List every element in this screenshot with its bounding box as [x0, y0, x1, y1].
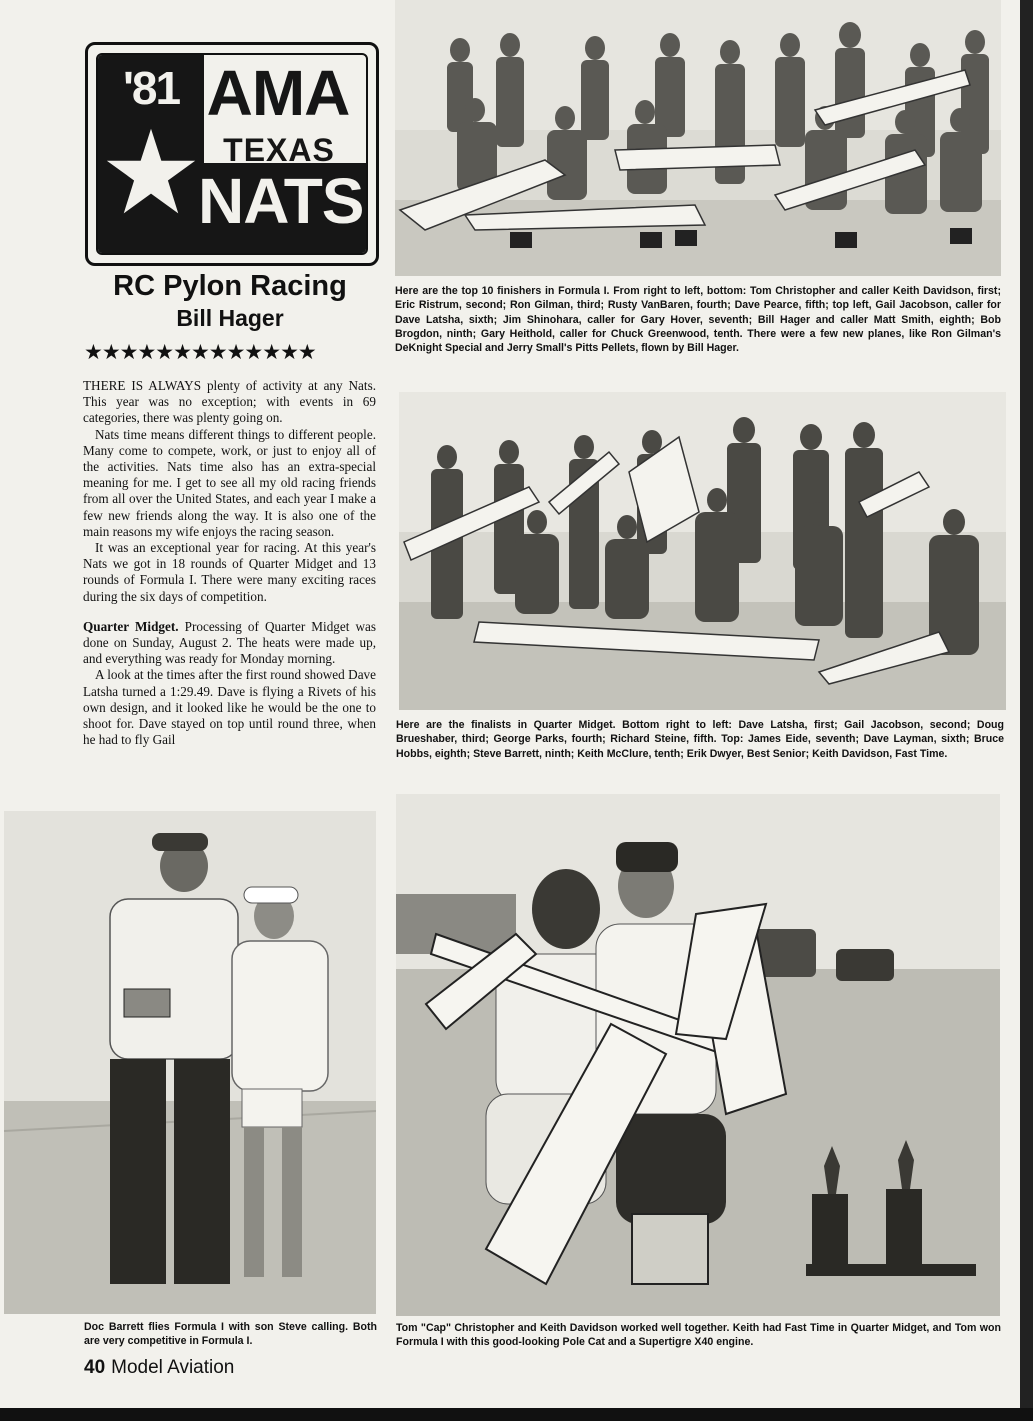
page-number: 40	[84, 1357, 106, 1378]
magazine-name: Model Aviation	[111, 1357, 235, 1378]
scan-edge-right	[1020, 0, 1033, 1421]
photo-formula1-finishers	[395, 0, 1001, 276]
logo-texas: TEXAS	[223, 132, 335, 168]
article-paragraph: A look at the times after the first round showed Dave Latsha turned a 1:29.49. Dave is flying a Rivets of his own design, and it looked like he would be the one to shoot for. Dave stayed on top until round three, when he had to fly Gail	[83, 667, 376, 748]
logo-year: '81	[122, 62, 180, 114]
star-icon	[104, 125, 198, 219]
caption-formula1: Here are the top 10 finishers in Formula I. From right to left, bottom: Tom Christopher and caller Keith Davidson, first; Eric Ristrum, second; Ron Gilman, third; Rusty VanBaren, fourth; Dave Pearce, fifth; top left, Gail Jacobson, caller for Dave Latsha, sixth; Jim Shinohara, caller for Gary Hover, seventh; Bill Hager and caller Matt Smith, eighth; Bob Brogdon, ninth; Gary Heithold, caller for Chuck Greenwood, tenth. There were a few new planes, like Ron Gilman's DeKnight Special and Jerry Small's Pitts Pellets, flown by Bill Hager.	[395, 285, 1001, 355]
page-footer	[84, 1356, 234, 1380]
photo-doc-barrett	[4, 811, 376, 1314]
article-paragraph: Processing of Quarter Midget was done on Sunday, August 2. The heats were made up, and everything was ready for Monday morning.	[83, 618, 376, 667]
photo-christopher-davidson	[396, 794, 1000, 1316]
logo-nats: NATS	[198, 165, 364, 237]
scan-edge-bottom	[0, 1408, 1033, 1421]
article-section	[83, 619, 376, 668]
caption-quarter-midget: Here are the finalists in Quarter Midget. Bottom right to left: Dave Latsha, first; Gail Jacobson, second; Doug Brueshaber, third; George Parks, fourth; Richard Steine, fifth. Top: James Eide, seventh; Dave Layman, sixth; Bruce Hobbs, eighth; Steve Barrett, ninth; Keith McClure, tenth; Erik Dwyer, Best Senior; Keith Davidson, Fast Time.	[396, 719, 1004, 760]
article-author: Bill Hager	[176, 305, 284, 331]
article-paragraph: Nats time means different things to different people. Many come to compete, work, or just to enjoy all of the activities. Nats time also has an extra-special meaning for me. I get to see all my old racing friends from all over the United States, and each year I make a few new friends along the way. It is also one of the main reasons my wife enjoys the racing season.	[83, 426, 376, 539]
section-heading: Quarter Midget.	[83, 618, 179, 634]
article-paragraph: THERE IS ALWAYS plenty of activity at any Nats. This year was no exception; with events in 69 categories, there was plenty going on.	[83, 378, 376, 426]
decorative-star-rule: ★★★★★★★★★★★★★	[84, 340, 316, 364]
article-body	[83, 378, 376, 748]
caption-cap-christopher: Tom "Cap" Christopher and Keith Davidson worked well together. Keith had Fast Time in Quarter Midget, and Tom won Formula I with this good-looking Pole Cat and a Supertigre X40 engine.	[396, 1322, 1001, 1349]
photo-quarter-midget-finalists	[399, 392, 1006, 710]
ama-texas-nats-logo	[85, 42, 379, 266]
logo-ama: AMA	[206, 57, 350, 129]
article-paragraph: It was an exceptional year for racing. At this year's Nats we got in 18 rounds of Quarter Midget and 13 rounds of Formula I. There were many exciting races during the six days of competition.	[83, 540, 376, 604]
article-title: RC Pylon Racing	[113, 270, 347, 302]
caption-doc-barrett: Doc Barrett flies Formula I with son Steve calling. Both are very competitive in Formula I.	[84, 1321, 377, 1348]
